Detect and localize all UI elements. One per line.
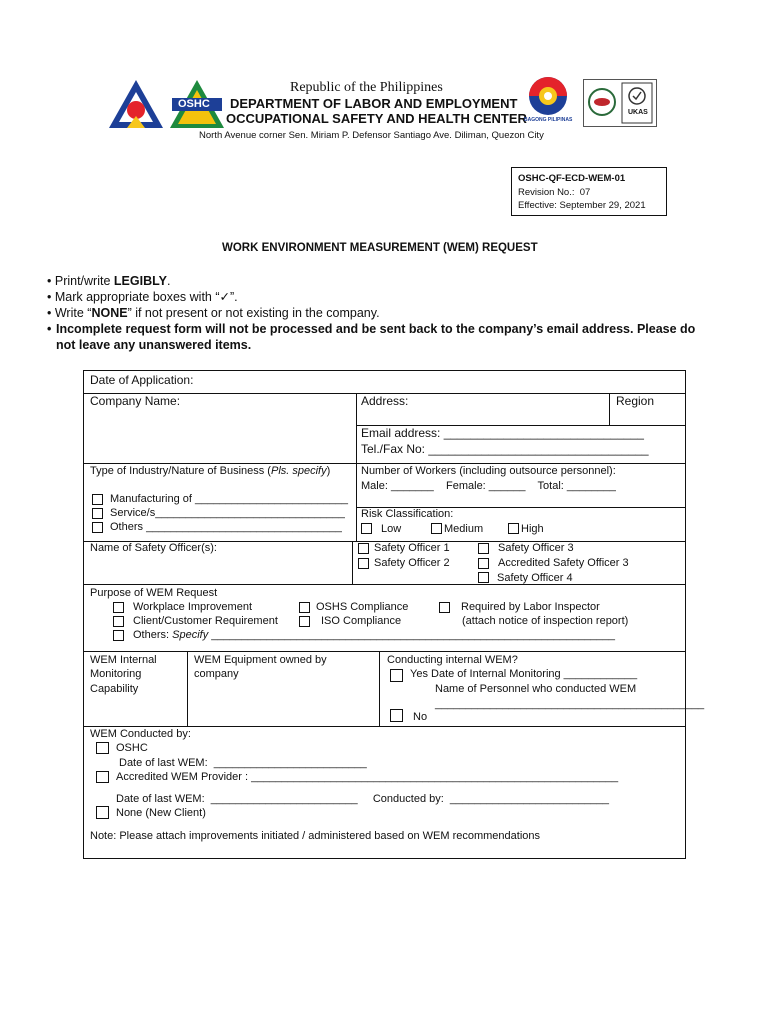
others-purpose-checkbox[interactable] (113, 630, 124, 641)
safety-officer-1-checkbox[interactable] (358, 543, 369, 554)
form-title: WORK ENVIRONMENT MEASUREMENT (WEM) REQUEST (222, 242, 538, 254)
risk-high-label: High (521, 523, 544, 535)
capability-label-3: Capability (90, 683, 139, 695)
safety-officer-2-label: Safety Officer 2 (374, 557, 450, 569)
safety-officer-4-checkbox[interactable] (478, 572, 489, 583)
attach-notice-label: (attach notice of inspection report) (462, 615, 629, 627)
safety-officer-3-label: Safety Officer 3 (498, 542, 574, 554)
workers-label: Number of Workers (including outsource personnel): (361, 465, 616, 477)
conduct-no-checkbox[interactable] (390, 709, 403, 722)
document-info-box (511, 167, 667, 216)
dole-logo (107, 78, 165, 132)
workplace-improvement-label: Workplace Improvement (133, 601, 253, 613)
purpose-label: Purpose of WEM Request (90, 587, 218, 599)
date-last-wem-1[interactable]: Date of last WEM: _________________________ (119, 757, 367, 769)
safety-officer-label: Name of Safety Officer(s): (90, 542, 217, 554)
risk-high-checkbox[interactable] (508, 523, 519, 534)
risk-medium-checkbox[interactable] (431, 523, 442, 534)
capability-label-1: WEM Internal (90, 654, 157, 666)
document-code: OSHC-QF-ECD-WEM-01 (518, 173, 626, 184)
oshc-checkbox[interactable] (96, 742, 109, 754)
conduct-personnel-line[interactable]: ____________________________________________ (435, 698, 705, 710)
instruction-2: • Mark appropriate boxes with “✓”. (47, 290, 238, 304)
wem-conducted-by-label: WEM Conducted by: (90, 728, 191, 740)
client-requirement-label: Client/Customer Requirement (133, 615, 278, 627)
iso-compliance-checkbox[interactable] (299, 616, 310, 627)
oshs-compliance-label: OSHS Compliance (316, 601, 409, 613)
bagong-pilipinas-logo (520, 72, 576, 128)
oshc-logo (168, 78, 226, 132)
capability-label-2: Monitoring (90, 668, 142, 680)
center-address: North Avenue corner Sen. Miriam P. Defensor Santiago Ave. Diliman, Quezon City (199, 130, 544, 141)
bagong-pilipinas-text: BAGONG PILIPINAS (524, 117, 573, 123)
region-label: Region (616, 394, 655, 408)
iso-compliance-label: ISO Compliance (321, 615, 402, 627)
risk-low-label: Low (381, 523, 402, 535)
equipment-label-2: company (194, 668, 239, 680)
accredited-provider-checkbox[interactable] (96, 771, 109, 783)
instruction-4: • Incomplete request form will not be processed and be sent back to the company’s email address. Please do not leave any unanswered items. (47, 322, 696, 352)
center-title: OCCUPATIONAL SAFETY AND HEALTH CENTER (226, 111, 527, 126)
client-requirement-checkbox[interactable] (113, 616, 124, 627)
others-industry-checkbox[interactable] (92, 522, 103, 533)
instruction-1: • Print/write LEGIBLY. (47, 274, 171, 288)
workers-line[interactable]: Male: _______ Female: ______ Total: ________ (361, 480, 616, 492)
conduct-no-label: No (413, 711, 428, 723)
conduct-personnel-label: Name of Personnel who conducted WEM (435, 683, 637, 695)
safety-officer-4-label: Safety Officer 4 (497, 572, 573, 584)
email-field[interactable]: Email address: ______________________________ (361, 426, 644, 440)
effective-date: Effective: September 29, 2021 (518, 200, 646, 211)
ukas-text: UKAS (628, 109, 648, 116)
service-label: Service/s_______________________________ (110, 507, 345, 519)
accredited-safety-officer-3-label: Accredited Safety Officer 3 (498, 557, 629, 569)
equipment-label-1: WEM Equipment owned by (194, 654, 327, 666)
workplace-improvement-checkbox[interactable] (113, 602, 124, 613)
labor-inspector-label: Required by Labor Inspector (461, 601, 600, 613)
others-industry-label: Others ________________________________ (110, 521, 342, 533)
risk-classification-label: Risk Classification: (361, 508, 454, 520)
republic-text: Republic of the Philippines (290, 80, 443, 95)
manufacturing-label: Manufacturing of _________________________ (110, 493, 348, 505)
manufacturing-checkbox[interactable] (92, 494, 103, 505)
conduct-yes-label: Yes Date of Internal Monitoring ____________ (410, 668, 638, 680)
none-new-client-label: None (New Client) (116, 807, 206, 819)
oshc-label: OSHC (116, 742, 148, 754)
oshc-logo-text: OSHC (178, 98, 210, 110)
conducting-internal-label: Conducting internal WEM? (387, 654, 518, 666)
industry-label: Type of Industry/Nature of Business (Pls. specify) (90, 465, 331, 477)
safety-officer-1-label: Safety Officer 1 (374, 542, 450, 554)
service-checkbox[interactable] (92, 508, 103, 519)
labor-inspector-checkbox[interactable] (439, 602, 450, 613)
risk-medium-label: Medium (444, 523, 484, 535)
accredited-safety-officer-3-checkbox[interactable] (478, 558, 489, 569)
conduct-yes-checkbox[interactable] (390, 669, 403, 682)
instruction-3: • Write “NONE” if not present or not existing in the company. (47, 306, 380, 320)
others-purpose-label: Others: Specify __________________________________________________________________ (133, 629, 616, 641)
safety-officer-3-checkbox[interactable] (478, 543, 489, 554)
department-title: DEPARTMENT OF LABOR AND EMPLOYMENT (230, 96, 518, 111)
certification-logos (583, 79, 657, 127)
attachment-note: Note: Please attach improvements initiated / administered based on WEM recommendations (90, 830, 540, 842)
company-name-label: Company Name: (90, 394, 181, 408)
revision-number: Revision No.: 07 (518, 187, 591, 198)
date-of-application-label: Date of Application: (90, 373, 194, 387)
oshs-compliance-checkbox[interactable] (299, 602, 310, 613)
address-label: Address: (361, 394, 409, 408)
risk-low-checkbox[interactable] (361, 523, 372, 534)
date-last-wem-2[interactable]: Date of last WEM: ________________________ Conducted by: __________________________ (116, 793, 609, 805)
accredited-provider-label[interactable]: Accredited WEM Provider : ____________________________________________________________ (116, 771, 619, 783)
none-new-client-checkbox[interactable] (96, 806, 109, 819)
telfax-field[interactable]: Tel./Fax No: _________________________________ (361, 442, 649, 456)
safety-officer-2-checkbox[interactable] (358, 558, 369, 569)
